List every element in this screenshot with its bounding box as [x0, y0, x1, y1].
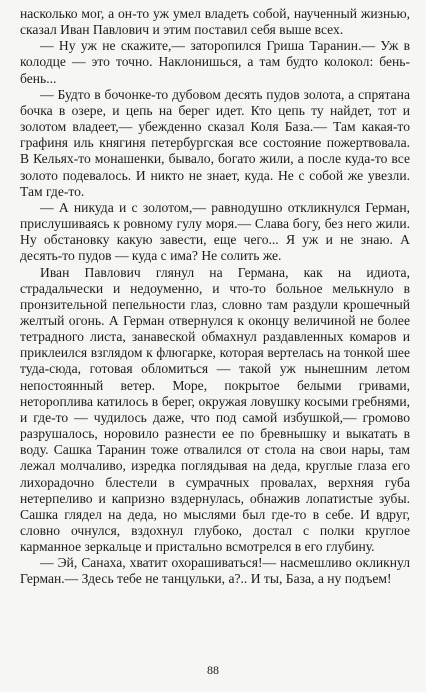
- paragraph-6: — Эй, Санаха, хватит охорашиваться!— насмешливо окликнул Герман.— Здесь тебе не танцульки, а?.. И ты, База, а ну подъем!: [20, 555, 410, 587]
- paragraph-4: — А никуда и с золотом,— равнодушно откликнулся Герман, прислушиваясь к ровному гулу моря.— Слава богу, без него жили. Ну обстановку какую завести, еще чего... Я уж и не знаю. А десять-то пудов — куда с има? Не солить же.: [20, 199, 410, 264]
- page-body: [20, 6, 410, 588]
- paragraph-1: насколько мог, а он-то уж умел владеть собой, наученный жизнью, сказал Иван Павлович и этим поставил себя выше всех.: [20, 6, 410, 38]
- paragraph-2: — Ну уж не скажите,— заторопился Гриша Таранин.— Уж в колодце — это точно. Наклонишься, а там будто колокол: бень-бень...: [20, 38, 410, 86]
- page-number: 88: [207, 663, 219, 677]
- paragraph-3: — Будто в бочонке-то дубовом десять пудов золота, а спрятана бочка в озере, и цепь на берег идет. Кто цепь ту найдет, тот и золотом владеет,— убежденно сказал Коля База.— Там какая-то графиня иль княгиня петербургская все состояние пожертвовала. В Кельях-то монашенки, бывало, богато жили, а после куда-то все золото подевалось. И никто не знает, куда. Не с собой же увезли. Там где-то.: [20, 86, 410, 199]
- paragraph-5: Иван Павлович глянул на Германа, как на идиота, страдальчески и недоуменно, и что-то больное мелькнуло в пронзительной пепельности глаз, словно там раздули крошечный желтый огонь. А Герман отвернулся к оконцу величиной не более тетрадного листа, занавеской обмахнул раздавленных комаров и приклеился взглядом к флюгарке, которая вертелась на тонкой шее туда-сюда, готовая обломиться — такой уж нынешним летом непостоянный ветер. Море, покрытое белыми гривами, нетороплива катилось в берег, окружая ловушку косыми гребнями, и где-то — чудилось даже, что под самой избушкой,— громово разрушалось, норовило разнести ее по бревнышку и выкатать в воду. Сашка Таранин тоже отвалился от стола на свои нары, там лежал молчаливо, изредка поглядывая на деда, круглые глаза его лихорадочно блестели в сумрачных провалах, верхняя губа нетерпеливо и капризно вздернулась, обнажив лопатистые зубы. Сашка глядел на деда, но мыслями был где-то в себе. И вдруг, словно очнулся, вздохнул глубоко, достал с полки круглое карманное зеркальце и пристально всмотрелся в его глубину.: [20, 264, 410, 555]
